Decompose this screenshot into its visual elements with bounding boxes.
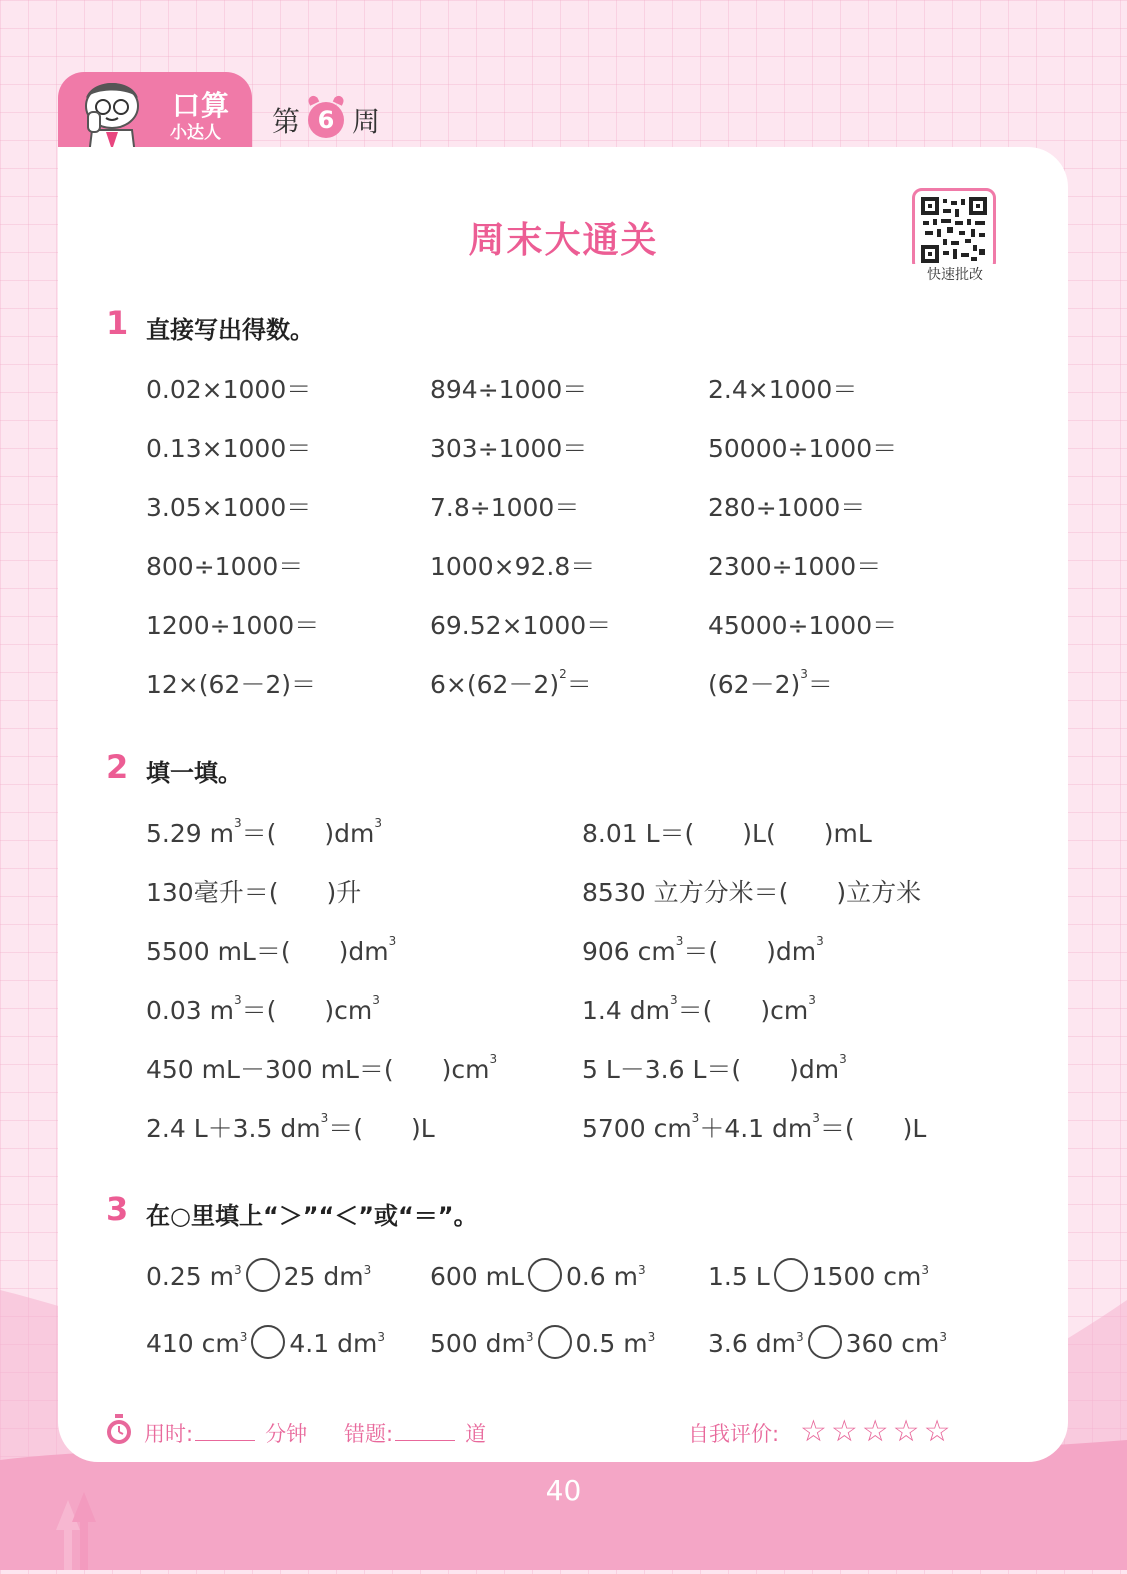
self-rating-label: 自我评价:: [688, 1422, 780, 1446]
fill-blank-problem: 5.29 $m^3=$( )$dm^3$: [146, 816, 382, 848]
calc-problem: 1200÷1000＝: [146, 611, 320, 640]
fill-blank-problem: 5500 mL＝( )$dm^3$: [146, 934, 397, 966]
calc-problem: 0.13×1000＝: [146, 434, 312, 463]
fill-blank-problem: 5 L－3.6 L＝( )$dm^3$: [582, 1052, 847, 1084]
fill-blank-problem: 8.01 L＝( )L( )mL: [582, 819, 872, 848]
calc-problem: $(62-2)^3=$: [708, 667, 833, 699]
rating-stars[interactable]: ☆☆☆☆☆: [800, 1414, 955, 1449]
section2-title: 填一填。: [146, 759, 242, 787]
calc-problem: 7.8÷1000＝: [430, 493, 580, 522]
brand-subtitle: 小达人: [170, 123, 221, 143]
fill-blank-problem: 906 $cm^3=$( )$dm^3$: [582, 934, 824, 966]
calc-problem: 280÷1000＝: [708, 493, 866, 522]
time-input[interactable]: [195, 1440, 255, 1441]
calc-problem: 800÷1000＝: [146, 552, 304, 581]
compare-problem: 500 $dm^3$ 0.5 $m^3$: [430, 1328, 655, 1362]
fill-blank-problem: 2.4 L＋3.5 $dm^3=$( )L: [146, 1111, 435, 1143]
section2-number: 2: [106, 748, 129, 786]
calc-problem: $6\times(62-2)^2=$: [430, 667, 592, 699]
week-indicator: [272, 100, 380, 140]
answer-circle[interactable]: [528, 1258, 562, 1292]
section1-title: 直接写出得数。: [146, 316, 314, 344]
calc-problem: 0.02×1000＝: [146, 375, 312, 404]
section3-number: 3: [106, 1190, 129, 1228]
calc-problem: 2300÷1000＝: [708, 552, 882, 581]
fill-blank-problem: 130毫升＝( )升: [146, 878, 362, 907]
section1-number: 1: [106, 304, 129, 342]
compare-problem: 600 mL 0.6 $m^3$: [430, 1261, 646, 1295]
fill-blank-problem: 1.4 $dm^3=$( )$cm^3$: [582, 993, 816, 1025]
compare-problem: 3.6 $dm^3$ 360 $cm^3$: [708, 1328, 947, 1362]
compare-problem: 1.5 L 1500 $cm^3$: [708, 1261, 929, 1295]
qr-label: 快速批改: [912, 264, 998, 284]
page-title: 周末大通关: [468, 220, 659, 261]
calc-problem: 303÷1000＝: [430, 434, 588, 463]
week-number-badge: 6: [308, 102, 344, 138]
fill-blank-problem: 8530 立方分米＝( )立方米: [582, 878, 922, 907]
qr-code-icon: [921, 197, 987, 263]
brand-title: 口算: [172, 89, 231, 122]
calc-problem: 69.52×1000＝: [430, 611, 612, 640]
answer-circle[interactable]: [251, 1325, 285, 1359]
calc-problem: 3.05×1000＝: [146, 493, 312, 522]
errors-input[interactable]: [395, 1440, 455, 1441]
section3-title: 在○里填上“＞”“＜”或“＝”。: [146, 1202, 478, 1230]
answer-circle[interactable]: [808, 1325, 842, 1359]
calc-problem: 894÷1000＝: [430, 375, 588, 404]
answer-circle[interactable]: [774, 1258, 808, 1292]
week-prefix: 第: [272, 105, 301, 138]
calc-problem: 2.4×1000＝: [708, 375, 858, 404]
calc-problem: 1000×92.8＝: [430, 552, 596, 581]
answer-circle[interactable]: [246, 1258, 280, 1292]
calc-problem: 12×(62－2)＝: [146, 670, 316, 699]
answer-circle[interactable]: [538, 1325, 572, 1359]
compare-problem: 0.25 $m^3$ 25 $dm^3$: [146, 1261, 371, 1295]
fill-blank-problem: 450 mL－300 mL＝( )$cm^3$: [146, 1052, 498, 1084]
fill-blank-problem: 0.03 $m^3=$( )$cm^3$: [146, 993, 380, 1025]
error-count: 错题: 道: [344, 1422, 487, 1446]
qr-code[interactable]: [912, 188, 996, 272]
compare-problem: 410 $cm^3$ 4.1 $dm^3$: [146, 1328, 385, 1362]
stopwatch-icon: [104, 1414, 134, 1446]
time-spent: 用时: 分钟: [144, 1422, 308, 1446]
page-number: 40: [545, 1474, 582, 1507]
calc-problem: 45000÷1000＝: [708, 611, 898, 640]
calc-problem: 50000÷1000＝: [708, 434, 898, 463]
fill-blank-problem: 5700 $cm^3+4.1$ $dm^3=$( )L: [582, 1111, 927, 1143]
week-suffix: 周: [352, 105, 381, 138]
